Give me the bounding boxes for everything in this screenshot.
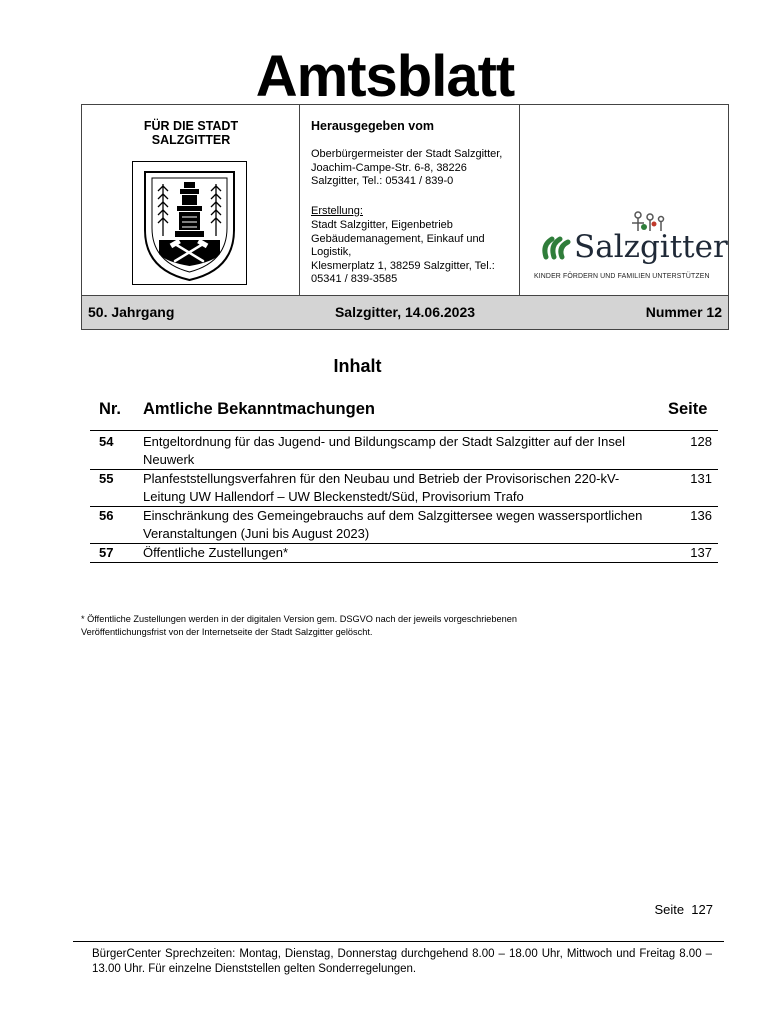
toc-number: 55	[99, 471, 114, 486]
masthead-logo-cell	[520, 105, 728, 295]
creation-label: Erstellung:	[311, 205, 363, 217]
masthead	[81, 104, 729, 330]
toc-row[interactable]	[90, 507, 718, 544]
document-title: Amtsblatt	[255, 44, 515, 109]
page-number: Seite 127	[654, 902, 713, 917]
toc-header-rule	[90, 430, 718, 431]
toc-entry-title: Planfeststellungsverfahren für den Neubau und Betrieb der Provisorischen 220-kV-Leitung UW Hallendorf – UW Bleckenstedt/Süd, Provisorium Trafo	[143, 471, 620, 504]
salzgitter-logo	[534, 209, 728, 289]
footnote: * Öffentliche Zustellungen werden in der digitalen Version gem. DSGVO nach der jeweils vorgeschriebenen Veröffentlichungsfrist von der Internetseite der Stadt Salzgitter gelöscht.	[81, 614, 517, 637]
toc-row[interactable]	[90, 433, 718, 470]
logo-wordmark: Salzgitter	[574, 229, 728, 265]
table-of-contents	[90, 433, 718, 563]
masthead-info-band	[82, 295, 728, 329]
volume-label: 50. Jahrgang	[88, 304, 175, 320]
toc-entry-title: Entgeltordnung für das Jugend- und Bildungscamp der Stadt Salzgitter auf der Insel Neuwerk	[143, 434, 626, 467]
toc-col-title: Amtliche Bekanntmachungen	[143, 400, 375, 418]
crest-frame	[132, 161, 247, 285]
toc-col-page: Seite	[668, 400, 708, 418]
toc-entry-title: Einschränkung des Gemeingebrauchs auf dem Salzgittersee wegen wassersportlichen Veranstaltungen (Juni bis August 2023)	[143, 508, 643, 541]
toc-entry-title: Öffentliche Zustellungen*	[143, 545, 289, 560]
toc-page: 137	[690, 545, 712, 560]
toc-number: 57	[99, 545, 114, 560]
toc-page: 131	[690, 471, 712, 486]
published-by-heading: Herausgegeben vom	[311, 119, 434, 133]
toc-page: 136	[690, 508, 712, 523]
issue-label: Nummer 12	[645, 304, 722, 320]
toc-number: 56	[99, 508, 114, 523]
masthead-top	[82, 105, 728, 295]
logo-tagline: KINDER FÖRDERN UND FAMILIEN UNTERSTÜTZEN	[534, 273, 710, 280]
toc-number: 54	[99, 434, 114, 449]
coat-of-arms-icon	[133, 162, 246, 284]
toc-row[interactable]	[90, 470, 718, 507]
masthead-city-cell	[82, 105, 300, 295]
toc-row[interactable]	[90, 544, 718, 563]
place-date-label: Salzgitter, 14.06.2023	[334, 304, 476, 320]
toc-col-nr: Nr.	[99, 400, 122, 418]
creation-text: Stadt Salzgitter, Eigenbetrieb Gebäudemanagement, Einkauf und Logistik, Klesmerplatz 1, 38259 Salzgitter, Tel.: 05341 / 839-3585	[311, 219, 495, 285]
footer-office-hours: BürgerCenter Sprechzeiten: Montag, Dienstag, Donnerstag durchgehend 8.00 – 18.00 Uhr, Mittwoch und Freitag 8.00 – 13.00 Uhr. Für einzelne Dienststellen gelten Sonderregelungen.	[92, 948, 712, 975]
toc-page: 128	[690, 434, 712, 449]
published-by-text: Oberbürgermeister der Stadt Salzgitter, Joachim-Campe-Str. 6-8, 38226 Salzgitter, Tel.: 05341 / 839-0	[311, 148, 503, 187]
contents-heading: Inhalt	[333, 356, 382, 376]
masthead-publisher-cell	[300, 105, 520, 295]
city-label: FÜR DIE STADT SALZGITTER	[143, 119, 239, 147]
footer-rule	[73, 941, 724, 942]
